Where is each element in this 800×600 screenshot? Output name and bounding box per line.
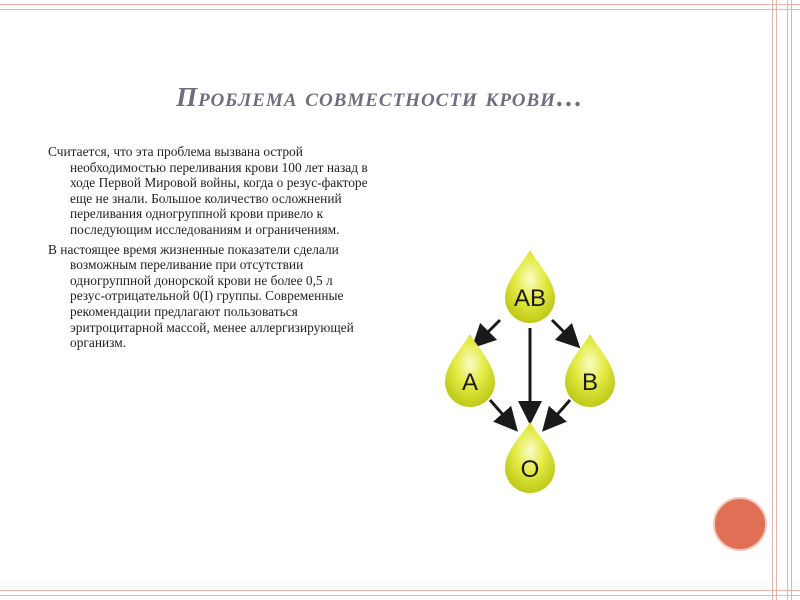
arrow-ab-to-a [478, 320, 500, 342]
decorative-orange-circle [713, 497, 767, 551]
slide-title: Проблема совместности крови… [176, 82, 584, 112]
arrow-ab-to-b [552, 320, 574, 342]
drop-ab [505, 250, 555, 323]
frame-line-top-inner [0, 9, 800, 10]
frame-line-right-2 [776, 0, 777, 600]
drop-o [505, 422, 555, 493]
frame-line-right-4 [791, 0, 792, 600]
frame-line-bottom-inner [0, 590, 800, 591]
arrow-a-to-o [490, 400, 512, 425]
drop-b-label: B [581, 369, 599, 396]
drop-b [565, 334, 615, 407]
frame-line-right-1 [772, 0, 773, 600]
drop-o-label: O [520, 456, 540, 483]
frame-line-top-outer [0, 4, 800, 5]
slide-body [48, 144, 368, 355]
arrow-b-to-o [548, 400, 570, 425]
frame-line-right-3 [787, 0, 788, 600]
paragraph-history: Считается, что эта проблема вызвана острой необходимостью переливания крови 100 лет назад в ходе Первой Мировой войны, когда о резус-факторе еще не знали. Большое количество осложнений переливания одногруппной крови привело к последующим исследованиям и ограничениям. [48, 144, 368, 237]
drop-ab-label: AB [513, 285, 547, 312]
paragraph-current: В настоящее время жизненные показатели сделали возможным переливание при отсутствии одногруппной донорской крови не более 0,5 л резус-отрицательной 0(I) группы. Современные рекомендации предлагают пользоваться эритроцитарной массой, менее аллергизирующей организм. [48, 241, 354, 351]
drop-a-label: A [461, 369, 479, 396]
blood-compatibility-diagram [440, 250, 620, 500]
drop-a [445, 334, 495, 407]
frame-line-bottom-outer [0, 595, 800, 596]
